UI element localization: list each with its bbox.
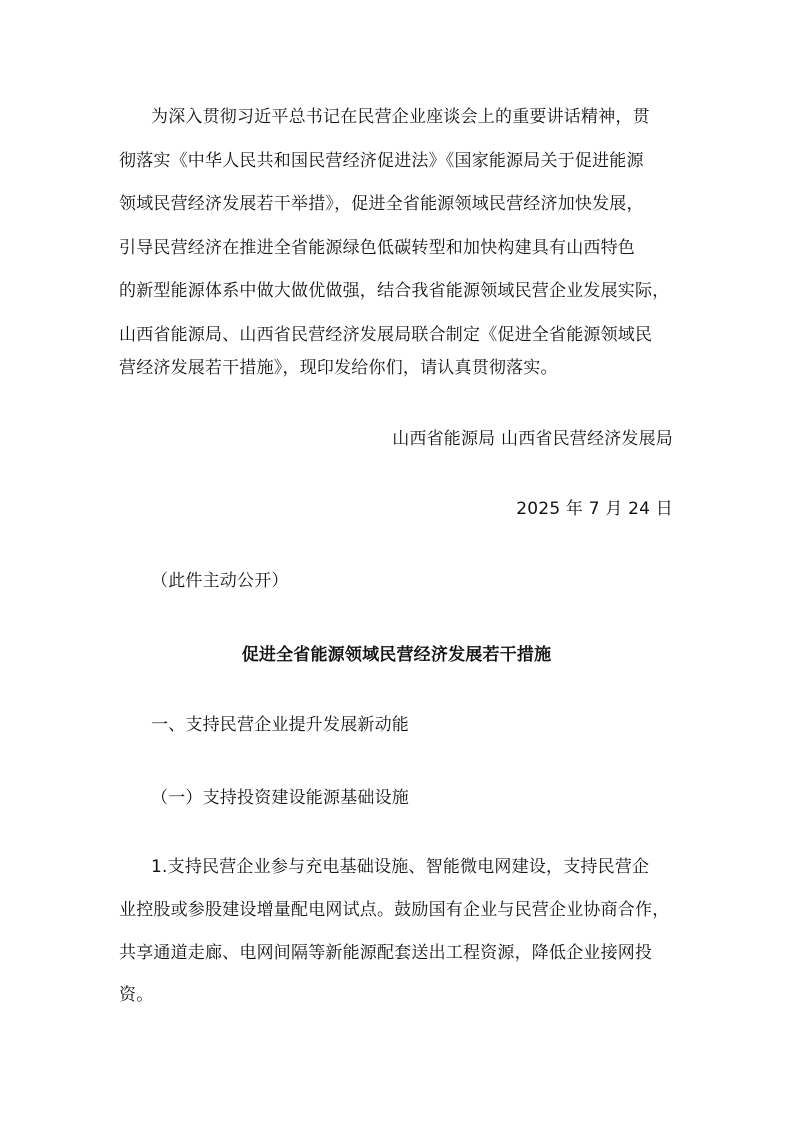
intro-line-6: 山西省能源局、山西省民营经济发展局联合制定《促进全省能源领域民 (119, 325, 653, 345)
issue-date: 2025 年 7 月 24 日 (516, 499, 673, 519)
document-title: 促进全省能源领域民营经济发展若干措施 (241, 645, 552, 665)
intro-line-7: 营经济发展若干措施》，现印发给你们，请认真贯彻落实。 (119, 358, 558, 378)
issuer-signature: 山西省能源局 山西省民营经济发展局 (392, 429, 673, 449)
intro-line-4: 引导民营经济在推进全省能源绿色低碳转型和加快构建具有山西特色 (119, 238, 635, 258)
item-line-4: 资。 (119, 985, 154, 1005)
item-line-3: 共享通道走廊、电网间隔等新能源配套送出工程资源，降低企业接网投 (119, 943, 653, 963)
section-heading: 一、支持民营企业提升发展新动能 (151, 715, 409, 735)
intro-line-2: 彻落实《中华人民共和国民营经济促进法》《国家能源局关于促进能源 (119, 151, 644, 171)
intro-line-3: 领域民营经济发展若干举措》，促进全省能源领域民营经济加快发展， (119, 194, 644, 214)
item-line-1: 1.支持民营企业参与充电基础设施、智能微电网建设，支持民营企 (151, 857, 650, 877)
intro-line-1: 为深入贯彻习近平总书记在民营企业座谈会上的重要讲话精神，贯 (151, 107, 650, 127)
disclosure-note: （此件主动公开） (151, 571, 289, 591)
item-line-2: 业控股或参股建设增量配电网试点。鼓励国有企业与民营企业协商合作， (119, 900, 670, 920)
intro-line-5: 的新型能源体系中做大做优做强，结合我省能源领域民营企业发展实际， (119, 281, 670, 301)
subsection-heading: （一）支持投资建设能源基础设施 (151, 788, 409, 808)
